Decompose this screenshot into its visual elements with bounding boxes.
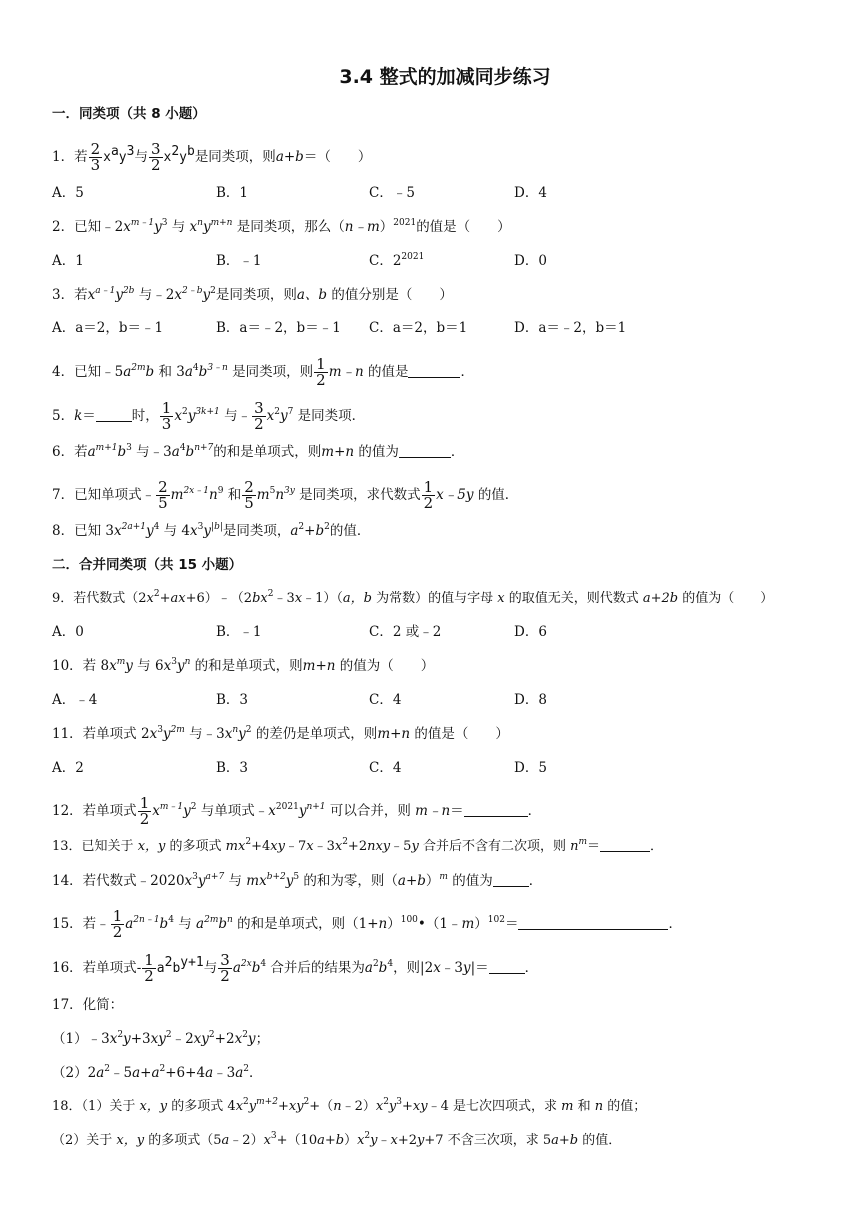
fraction: $\frac{1}{2}$ xyxy=(423,478,434,512)
answer-blank[interactable] xyxy=(408,365,460,378)
answer-blank[interactable] xyxy=(464,804,528,817)
option-c: C．4 xyxy=(369,692,402,708)
answer-blank[interactable] xyxy=(399,445,451,458)
question-17-part-1: $(1)﹣3x^2y+3xy^2﹣2xy^2+2x^2y$； xyxy=(52,1030,270,1047)
fraction: $\frac{1}{2}$ xyxy=(316,355,326,389)
option-d: D．8 xyxy=(514,692,547,708)
option-a: A．﹣4 xyxy=(52,692,98,708)
question-4: 4．已知$﹣5a^{2m}b$ 和 $3a^4b^{3﹣n}$ 是同类项，则 $\frac{1}{2}$ m﹣n 的值是 ． xyxy=(52,355,474,389)
answer-blank[interactable] xyxy=(493,874,529,887)
option-d: D．4 xyxy=(514,185,547,201)
fraction: $\frac{2}{5}$ xyxy=(244,478,254,512)
question-6: 6．若$a^{m+1}b^3$ 与$﹣3a^4b^{n+7}$的和是单项式，则m+n 的值为 ． xyxy=(52,443,465,460)
option-a: A．2 xyxy=(52,760,84,776)
option-a: A．1 xyxy=(52,253,84,269)
option-b: B．1 xyxy=(216,185,249,201)
page-title: 3.4 整式的加减同步练习 xyxy=(339,66,551,88)
option-d: D．0 xyxy=(514,253,547,269)
option-c: C．2 或﹣2 xyxy=(369,624,442,640)
fraction: $\frac{1}{2}$ xyxy=(139,794,150,828)
fraction: $\frac{3}{2}$ xyxy=(220,951,230,985)
answer-blank[interactable] xyxy=(518,917,668,930)
fraction: $\frac{2}{5}$ xyxy=(158,478,168,512)
section-heading-1: 一．同类项（共 8 小题） xyxy=(52,106,206,122)
question-8: 8．已知 $3x^{2a+1}y^4$ 与 $4x^3y^{|b|}$是同类项，$a^2+b^2$的值． xyxy=(52,522,371,539)
answer-blank[interactable] xyxy=(96,409,132,422)
answer-blank[interactable] xyxy=(600,839,650,852)
option-d: D．6 xyxy=(514,624,547,640)
option-a: A．0 xyxy=(52,624,84,640)
option-c: C．4 xyxy=(369,760,402,776)
question-11: 11．若单项式 $2x^3y^{2m}$ 与$﹣3x^ny^2$ 的差仍是单项式，则m+n 的值是（ ） xyxy=(52,725,509,742)
option-b: B．3 xyxy=(216,692,249,708)
question-16: 16．若单项式- $\frac{1}{2}$ $a^2b^{y+1}$与 $\frac{3}{2}$ $a^{2x}b^4$ 合并后的结果为$a^2b^4$，则|2x﹣3y|＝ ． xyxy=(52,951,539,985)
fraction: $\frac{2}{3}$ xyxy=(90,140,101,174)
question-7: 7．已知单项式﹣ $\frac{2}{5}$ $m^{2x﹣1}n^9$ 和 $\frac{2}{5}$ $m^5n^{3y}$ 是同类项，求代数式 $\frac{1}{2}$ x﹣5y 的值． xyxy=(52,478,519,512)
question-5: 5．k＝ 时， $\frac{1}{3}$ $x^2y^{3k+1}$ 与﹣ $\frac{3}{2}$ $x^2y^7$ 是同类项． xyxy=(52,399,366,433)
question-9: 9．若代数式$(2x^2+ax+6)﹣(2bx^2﹣3x﹣1)(a$，b 为常数）的值与字母 x 的取值无关，则代数式 a+2b 的值为（ ） xyxy=(52,589,774,606)
question-1: 1．若 $\frac{2}{3}$ $x^ay^3$与 $\frac{3}{2}$ $x^2y^b$是同类项，则a+b＝（ ） xyxy=(52,140,372,174)
option-c: C．﹣5 xyxy=(369,185,415,201)
question-10: 10．若 $8x^my$ 与 $6x^3y^n$ 的和是单项式，则m+n 的值为（ ） xyxy=(52,657,435,674)
option-b: B．﹣1 xyxy=(216,253,262,269)
option-a: A．5 xyxy=(52,185,84,201)
question-3: 3．若$x^{a﹣1}y^{2b}$ 与$﹣2x^{2﹣b}y^2$是同类项，则a、b 的值分别是（ ） xyxy=(52,286,453,303)
section-heading-2: 二．合并同类项（共 15 小题） xyxy=(52,557,243,573)
question-18-part-2: （2）关于 x，y 的多项式$(5a﹣2)x^3+(10a+b)x^2y﹣x+2y+7$ 不含三次项，求 5a+b 的值． xyxy=(52,1131,622,1148)
question-2: 2．已知$﹣2x^{m﹣1}y^3$ 与 $x^ny^{m+n}$ 是同类项，那么（n﹣m）$^{2021}$的值是（ ） xyxy=(52,218,511,235)
question-18-part-1: 18．（1）关于 x，y 的多项式 $4x^2y^{m+2}+xy^2+(n﹣2)x^2y^3+xy﹣4$ 是七次四项式，求 m 和 n 的值； xyxy=(52,1097,647,1114)
option-d: D．a＝﹣2，b＝1 xyxy=(514,320,627,336)
question-17-part-2: $(2)2a^2﹣5a+a^2+6+4a﹣3a^2$． xyxy=(52,1064,263,1081)
fraction: $\frac{1}{2}$ xyxy=(112,907,123,941)
question-12: 12．若单项式 $\frac{1}{2}$ $x^{m﹣1}y^2$ 与单项式$﹣x^{2021}y^{n+1}$ 可以合并，则 m﹣n＝ ． xyxy=(52,794,542,828)
question-15: 15．若﹣ $\frac{1}{2}$ $a^{2n﹣1}b^4$ 与 $a^{2m}b^n$ 的和是单项式，则$(1+n)^{100}•(1﹣m)^{102}=$ ． xyxy=(52,907,682,941)
option-d: D．5 xyxy=(514,760,547,776)
question-13: 13．已知关于 x，y 的多项式 $mx^2+4xy﹣7x﹣3x^2+2nxy﹣5y$ 合并后不含有二次项，则 $n^m=$ ． xyxy=(52,837,664,854)
answer-blank[interactable] xyxy=(489,961,525,974)
option-c: C．a＝2，b＝1 xyxy=(369,320,468,336)
fraction: $\frac{1}{3}$ xyxy=(161,399,172,433)
option-a: A．a＝2，b＝﹣1 xyxy=(52,320,164,336)
option-b: B．﹣1 xyxy=(216,624,262,640)
fraction: $\frac{3}{2}$ xyxy=(254,399,264,433)
fraction: $\frac{3}{2}$ xyxy=(150,140,161,174)
option-b: B．3 xyxy=(216,760,249,776)
fraction: $\frac{1}{2}$ xyxy=(144,951,154,985)
question-14: 14．若代数式$﹣2020x^3y^{a+7}$ 与 $mx^{b+2}y^5$ 的和为零，则$(a+b)^m$ 的值为 ． xyxy=(52,872,543,889)
question-17: 17．化简： xyxy=(52,997,124,1013)
option-c: C．$2^{2021}$ xyxy=(369,252,425,269)
option-b: B．a＝﹣2，b＝﹣1 xyxy=(216,320,341,336)
